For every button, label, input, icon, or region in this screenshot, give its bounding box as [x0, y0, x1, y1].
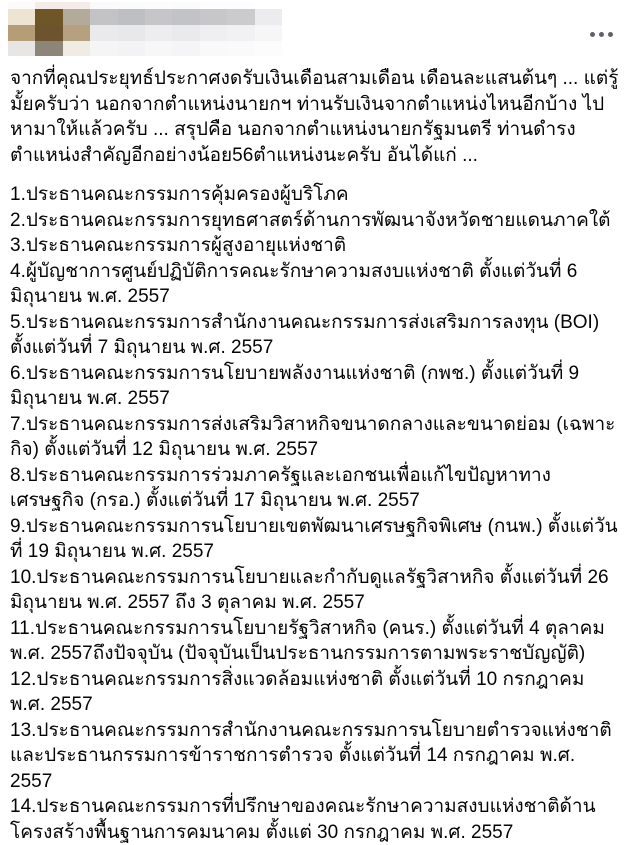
mosaic-row: [8, 2, 282, 9]
list-item: 11.ประธานคณะกรรมการนโยบายรัฐวิสาหกิจ (คนร.) ตั้งแต่วันที่ 4 ตุลาคม พ.ศ. 2557ถึงปัจจุบัน (ปัจจุบันเป็นประธานกรรมการตามพระราชบัญญัติ): [10, 617, 605, 664]
list-item: 10.ประธานคณะกรรมการนโยบายและกำกับดูแลรัฐวิสาหกิจ ตั้งแต่วันที่ 26 มิถุนายน พ.ศ. 2557 ถึง 3 ตุลาคม พ.ศ. 2557: [10, 566, 609, 613]
list-item: 2.ประธานคณะกรรมการยุทธศาสตร์ด้านการพัฒนาจังหวัดชายแดนภาคใต้: [10, 209, 611, 231]
mosaic-row: [8, 25, 282, 41]
list-item: 13.ประธานคณะกรรมการสำนักงานคณะกรรมการนโยบายตำรวจแห่งชาติ และประธานกรรมการข้าราชการตำรวจ ตั้งแต่วันที่ 14 กรกฎาคม พ.ศ. 2557: [10, 719, 612, 792]
list-item: 4.ผู้บัญชาการศูนย์ปฏิบัติการคณะรักษาความสงบแห่งชาติ ตั้งแต่วันที่ 6 มิถุนายน พ.ศ. 2557: [10, 260, 578, 307]
list-item: 12.ประธานคณะกรรมการสิ่งแวดล้อมแห่งชาติ ตั้งแต่วันที่ 10 กรกฎาคม พ.ศ. 2557: [10, 668, 585, 715]
ellipsis-icon: [583, 20, 619, 48]
list-item: 7.ประธานคณะกรรมการส่งเสริมวิสาหกิจขนาดกลางและขนาดย่อม (เฉพาะกิจ) ตั้งแต่วันที่ 12 มิถุนายน พ.ศ. 2557: [10, 413, 616, 460]
post-position-list: [10, 182, 621, 845]
post-header: [0, 0, 633, 62]
more-options-button[interactable]: [583, 20, 619, 48]
post-body: [0, 62, 633, 845]
post-intro-text: จากที่คุณประยุทธ์ประกาศงดรับเงินเดือนสามเดือน เดือนละแสนต้นๆ ... แต่รู้มั้ยครับว่า นอกจากตำแหน่งนายกฯ ท่านรับเงินจากตำแหน่งไหนอีกบ้าง ไปหามาให้แล้วครับ ... สรุปคือ นอกจากตำแหน่งนายกรัฐมนตรี ท่านดำรงตำแหน่งสำคัญอีกอย่างน้อย56ตำแหน่งนะครับ อันได้แก่ ...: [10, 68, 619, 166]
list-item: 3.ประธานคณะกรรมการผู้สูงอายุแห่งชาติ: [10, 235, 347, 256]
redacted-author-mosaic: [8, 2, 282, 56]
list-item: 14.ประธานคณะกรรมการที่ปรึกษาของคณะรักษาความสงบแห่งชาติด้านโครงสร้างพื้นฐานการคมนาคม ตั้งแต่ 30 กรกฎาคม พ.ศ. 2557: [10, 796, 596, 843]
list-item: 9.ประธานคณะกรรมการนโยบายเขตพัฒนาเศรษฐกิจพิเศษ (กนพ.) ตั้งแต่วันที่ 19 มิถุนายน พ.ศ. 2557: [10, 515, 618, 562]
list-item: 1.ประธานคณะกรรมการคุ้มครองผู้บริโภค: [10, 184, 349, 205]
list-item: 5.ประธานคณะกรรมการสำนักงานคณะกรรมการส่งเสริมการลงทุน (BOI) ตั้งแต่วันที่ 7 มิถุนายน พ.ศ. 2557: [10, 311, 600, 358]
mosaic-row: [8, 41, 282, 56]
list-item: 8.ประธานคณะกรรมการร่วมภาครัฐและเอกชนเพื่อแก้ไขปัญหาทางเศรษฐกิจ (กรอ.) ตั้งแต่วันที่ 17 มิถุนายน พ.ศ. 2557: [10, 464, 551, 511]
mosaic-row: [8, 9, 282, 25]
list-item: 6.ประธานคณะกรรมการนโยบายพลังงานแห่งชาติ (กพช.) ตั้งแต่วันที่ 9 มิถุนายน พ.ศ. 2557: [10, 362, 580, 409]
